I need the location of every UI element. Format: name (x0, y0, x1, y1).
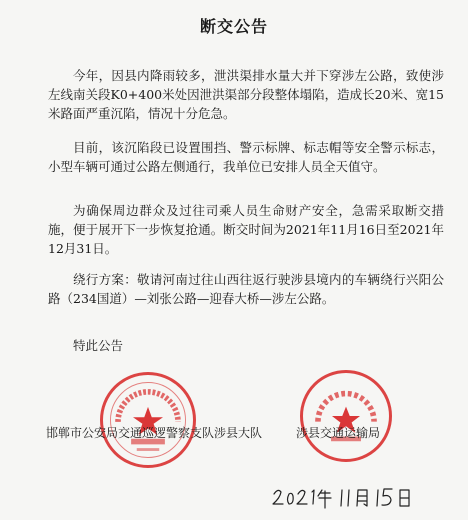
paragraph-closing: 特此公告 (73, 338, 124, 353)
transport-bureau-seal-stamp (300, 370, 392, 462)
notice-title: 断交公告 (199, 17, 268, 36)
handwritten-date (268, 478, 418, 512)
paragraph-current-status: 目前，该沉陷段已设置围挡、警示标牌、标志帽等安全警示标志，小型车辆可通过公路左侧通行，我单位已安排人员全天值守。 (48, 140, 444, 174)
paragraph-closure-time: 为确保周边群众及过往司乘人员生命财产安全，急需采取断交措施，便于展开下一步恢复抢通。断交时间为2021年11月16日至2021年12月31日。 (48, 203, 444, 256)
paragraph-cause: 今年，因县内降雨较多，泄洪渠排水量大并下穿涉左公路，致使涉左线南关段K0+400米处因泄洪渠部分段整体塌陷，造成长20米、宽15米路面严重沉陷，情况十分危急。 (48, 68, 444, 121)
police-seal-stamp (100, 372, 196, 468)
paragraph-detour-plan: 绕行方案：敬请河南过往山西往返行驶涉县境内的车辆绕行兴阳公路（234国道）—刘张公路—迎春大桥—涉左公路。 (48, 272, 444, 306)
signature-police: 邯郸市公安局交通巡逻警察支队涉县大队 (46, 426, 263, 440)
signature-transport-bureau: 涉县交通运输局 (296, 426, 381, 440)
